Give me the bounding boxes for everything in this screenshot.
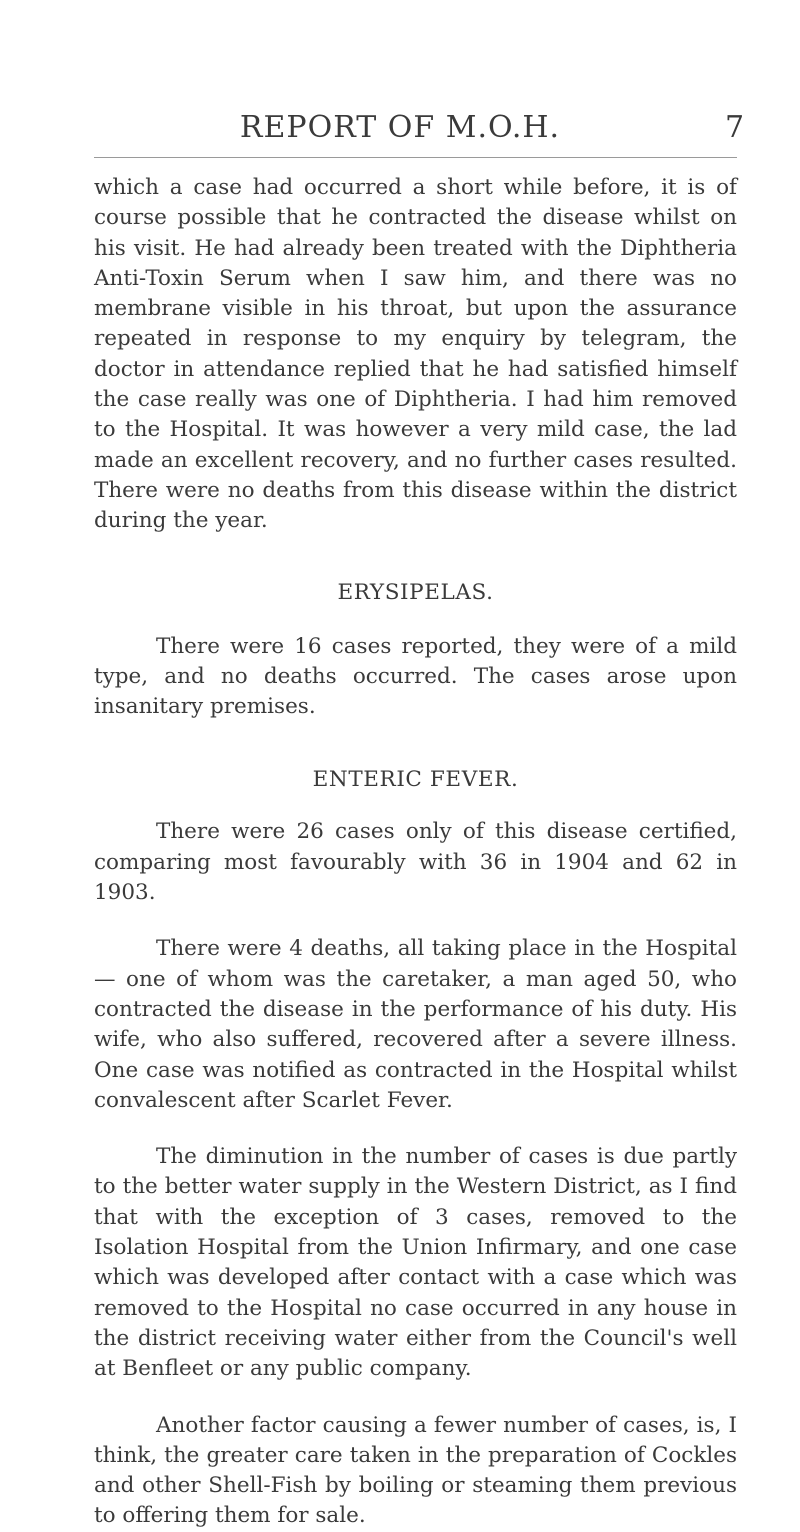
heading-enteric-fever: ENTERIC FEVER. [312,767,519,793]
heading-erysipelas: ERYSIPELAS. [337,579,494,605]
running-head: REPORT OF M.O.H. [239,110,561,145]
erysipelas-paragraph: There were 16 cases reported, they were of a mild type, and no deaths occurred. The cases arose upon insanitary premises. [94,633,737,720]
enteric-paragraph-4: Another factor causing a fewer number of cases, is, I think, the greater care taken in the preparation of Cockles and other Shell-Fish by boiling or steaming them previous to offering them for sale. [94,1412,737,1529]
page-number: 7 [725,110,745,145]
enteric-paragraph-3: The diminution in the number of cases is due partly to the better water supply in the Western District, as I find that with the exception of 3 cases, removed to the Isolation Hospital from the Union Infirmary, and one case which was developed after contact with a case which was removed to the Hospital no case occurred in any house in the district receiving water either from the Council's well at Benfleet or any public company. [94,1144,737,1382]
enteric-paragraph-1: There were 26 cases only of this disease certified, comparing most favourably with 36 in 1904 and 62 in 1903. [94,819,737,906]
intro-paragraph: which a case had occurred a short while before, it is of course possible that he contracted the disease whilst on his visit. He had already been treated with the Diphtheria Anti-Toxin Serum when I saw him, and there was no membrane visible in his throat, but upon the assurance repeated in response to my enquiry by telegram, the doctor in attendance replied that he had satisfied himself the case really was one of Diphtheria. I had him removed to the Hospital. It was however a very mild case, the lad made an excellent recovery, and no further cases resulted. There were no deaths from this disease within the district during the year. [94,175,737,534]
header-rule [94,157,737,158]
body-text [94,173,737,1532]
enteric-paragraph-2: There were 4 deaths, all taking place in the Hospital— one of whom was the caretaker, a man aged 50, who contracted the disease in the performance of his duty. His wife, who also suffered, recovered after a severe illness. One case was notified as contracted in the Hospital whilst convalescent after Scarlet Fever. [94,936,737,1113]
